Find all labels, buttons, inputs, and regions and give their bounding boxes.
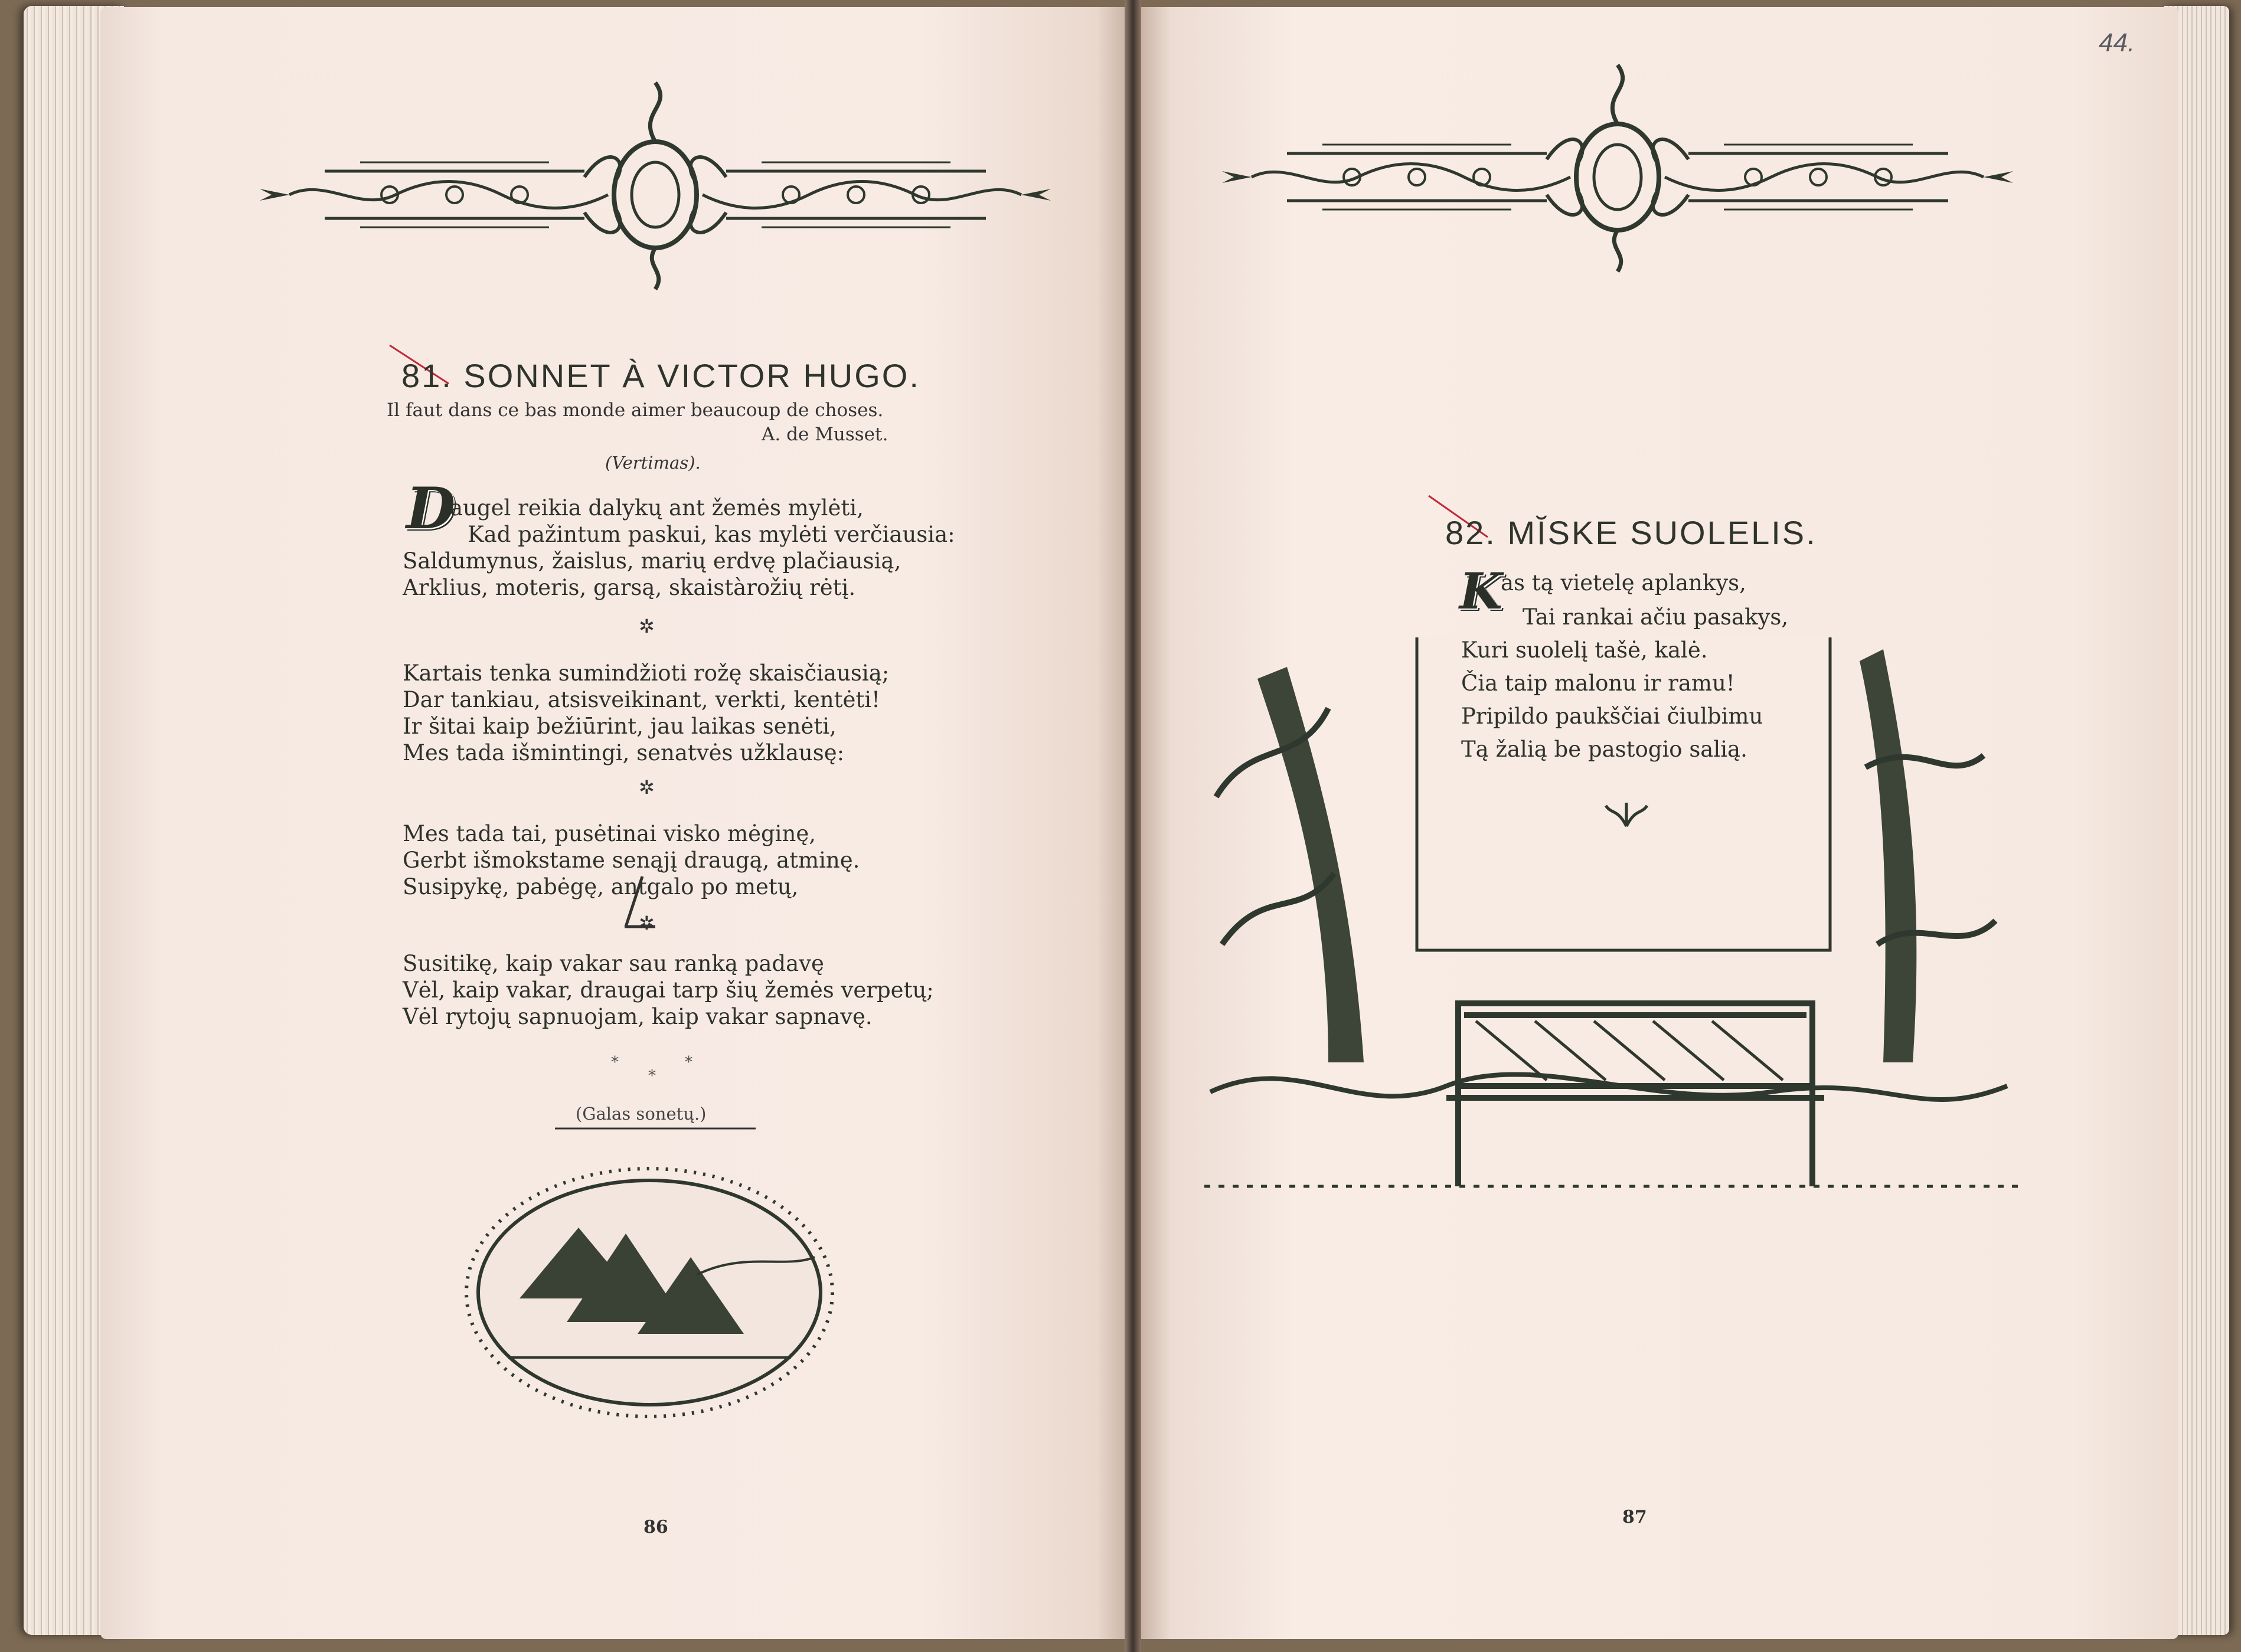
page-number-right: 87 (1622, 1507, 1647, 1527)
stanza-separator: ✲ (639, 776, 655, 799)
stanza-3 (403, 820, 860, 900)
right-drop-cap: K (1459, 562, 1503, 620)
asterism-star: * (685, 1054, 692, 1071)
stanza-2 (403, 660, 889, 766)
stanza-2-line: Dar tankiau, atsisveikinant, verkti, kentėti! (403, 687, 880, 712)
left-page-subtitle: (Vertimas). (605, 453, 701, 473)
left-drop-cap: D (406, 475, 456, 542)
right-page-heading: 82. MĬSKE SUOLELIS. (1445, 514, 1817, 551)
stanza-2-line: Kartais tenka sumindžioti rožę skaisčiausią; (403, 660, 890, 686)
right-verse-line: as tą vietelę aplankys, (1501, 570, 1746, 596)
stanza-1-line: Arklius, moteris, garsą, skaistàrožių rėtį. (403, 575, 856, 600)
closing-note: (Galas sonetų.) (576, 1104, 707, 1124)
stanza-4-line: Vėl, kaip vakar, draugai tarp šių žemės verpetų; (403, 977, 934, 1003)
right-verse-line: Tai rankai ačiu pasakys, (1523, 604, 1789, 630)
stanza-separator: ✲ (639, 912, 655, 934)
right-verse-line: Čia taip malonu ir ramu! (1461, 670, 1735, 696)
stanza-3-line: Susipykę, pabėgę, antgalo po metų, (403, 874, 799, 899)
right-verse-line: Pripildo paukščiai čiulbimu (1461, 704, 1763, 729)
asterism-star: * (648, 1067, 656, 1085)
right-verse-first-line-wrap (1501, 570, 1746, 596)
winter-landscape-vignette (466, 1169, 832, 1417)
stanza-2-line: Ir šitai kaip bežiūrint, jau laikas senėti, (403, 714, 837, 739)
stanza-1 (403, 521, 955, 601)
stanza-1-line: Kad pažintum paskui, kas mylėti verčiausia: (468, 522, 955, 547)
folio-number: 44. (2099, 28, 2135, 57)
right-verse-line: Tą žalią be pastogio salią. (1461, 737, 1747, 762)
right-headpiece-ornament (1222, 65, 2013, 271)
stanza-4-line: Susitikę, kaip vakar sau ranką padavę (403, 951, 824, 976)
stanza-separator: ✲ (639, 615, 655, 637)
stanza-4-line: Vėl rytojų sapnuojam, kaip vakar sapnavę. (403, 1004, 873, 1029)
right-verse (1461, 601, 1788, 766)
left-page-heading: 81. SONNET À VICTOR HUGO. (401, 357, 920, 394)
stanza-1-line: Saldumynus, žaislus, marių erdvę plačiausią, (403, 548, 901, 574)
stanza-2-line: Mes tada išmintingi, senatvės užklausę: (403, 740, 845, 766)
right-verse-line: Kuri suolelį tašė, kalė. (1461, 637, 1708, 663)
stanza-4 (403, 950, 934, 1030)
stanza-3-line: Mes tada tai, pusėtinai visko mėginę, (403, 821, 816, 846)
asterism-star: * (611, 1054, 619, 1071)
epigraph-author: A. de Musset. (762, 424, 888, 445)
epigraph-line: Il faut dans ce bas monde aimer beaucoup de choses. (387, 400, 884, 421)
stanza-1-first-line-wrap (450, 495, 864, 521)
page-number-left: 86 (643, 1517, 668, 1537)
stanza-1-line: augel reikia dalykų ant žemės mylėti, (450, 495, 864, 521)
stanza-3-line: Gerbt išmokstame senąjį draugą, atminę. (403, 848, 860, 873)
left-headpiece-ornament (260, 83, 1051, 289)
